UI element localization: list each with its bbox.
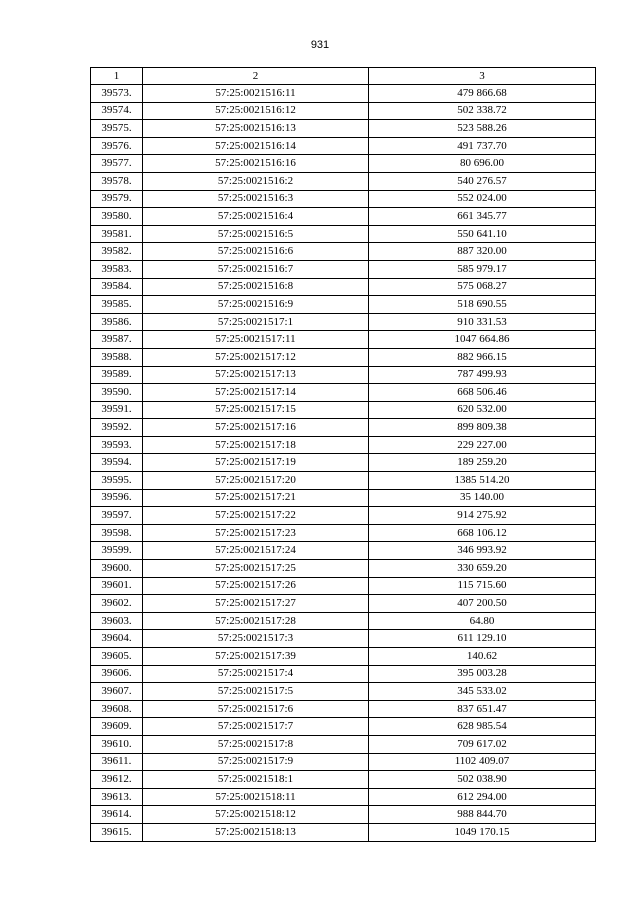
table-row bbox=[91, 683, 596, 701]
row-number-cell: 39601. bbox=[91, 577, 143, 595]
table-row bbox=[91, 806, 596, 824]
value-cell: 330 659.20 bbox=[369, 560, 596, 578]
value-cell: 523 588.26 bbox=[369, 120, 596, 138]
table-row bbox=[91, 771, 596, 789]
cadastral-number-cell: 57:25:0021517:13 bbox=[143, 366, 369, 384]
table-row bbox=[91, 366, 596, 384]
row-number-cell: 39608. bbox=[91, 700, 143, 718]
table-row bbox=[91, 507, 596, 525]
value-cell: 910 331.53 bbox=[369, 313, 596, 331]
row-number-cell: 39593. bbox=[91, 436, 143, 454]
cadastral-number-cell: 57:25:0021517:18 bbox=[143, 436, 369, 454]
value-cell: 620 532.00 bbox=[369, 401, 596, 419]
cadastral-number-cell: 57:25:0021516:9 bbox=[143, 296, 369, 314]
table-row bbox=[91, 102, 596, 120]
table-row bbox=[91, 296, 596, 314]
cadastral-number-cell: 57:25:0021517:3 bbox=[143, 630, 369, 648]
value-cell: 1047 664.86 bbox=[369, 331, 596, 349]
cadastral-number-cell: 57:25:0021517:7 bbox=[143, 718, 369, 736]
table-row bbox=[91, 190, 596, 208]
cadastral-number-cell: 57:25:0021517:8 bbox=[143, 735, 369, 753]
table-row bbox=[91, 260, 596, 278]
cadastral-number-cell: 57:25:0021517:28 bbox=[143, 612, 369, 630]
table-row bbox=[91, 331, 596, 349]
value-cell: 611 129.10 bbox=[369, 630, 596, 648]
table-row bbox=[91, 472, 596, 490]
table-row bbox=[91, 401, 596, 419]
table-row bbox=[91, 612, 596, 630]
cadastral-number-cell: 57:25:0021517:9 bbox=[143, 753, 369, 771]
cadastral-number-cell: 57:25:0021516:13 bbox=[143, 120, 369, 138]
cadastral-number-cell: 57:25:0021516:16 bbox=[143, 155, 369, 173]
cadastral-number-cell: 57:25:0021517:6 bbox=[143, 700, 369, 718]
cadastral-number-cell: 57:25:0021516:12 bbox=[143, 102, 369, 120]
row-number-cell: 39587. bbox=[91, 331, 143, 349]
table-row bbox=[91, 595, 596, 613]
table-row bbox=[91, 560, 596, 578]
table-row bbox=[91, 753, 596, 771]
row-number-cell: 39596. bbox=[91, 489, 143, 507]
value-cell: 1385 514.20 bbox=[369, 472, 596, 490]
value-cell: 552 024.00 bbox=[369, 190, 596, 208]
cadastral-number-cell: 57:25:0021517:11 bbox=[143, 331, 369, 349]
table-row bbox=[91, 137, 596, 155]
value-cell: 668 506.46 bbox=[369, 384, 596, 402]
value-cell: 35 140.00 bbox=[369, 489, 596, 507]
table-row bbox=[91, 120, 596, 138]
value-cell: 346 993.92 bbox=[369, 542, 596, 560]
data-table bbox=[90, 67, 596, 842]
cadastral-number-cell: 57:25:0021516:6 bbox=[143, 243, 369, 261]
row-number-cell: 39603. bbox=[91, 612, 143, 630]
row-number-cell: 39595. bbox=[91, 472, 143, 490]
table-row bbox=[91, 225, 596, 243]
value-cell: 115 715.60 bbox=[369, 577, 596, 595]
table-row bbox=[91, 648, 596, 666]
table-row bbox=[91, 700, 596, 718]
value-cell: 882 966.15 bbox=[369, 348, 596, 366]
row-number-cell: 39574. bbox=[91, 102, 143, 120]
table-row bbox=[91, 718, 596, 736]
value-cell: 345 533.02 bbox=[369, 683, 596, 701]
value-cell: 988 844.70 bbox=[369, 806, 596, 824]
row-number-cell: 39576. bbox=[91, 137, 143, 155]
cadastral-number-cell: 57:25:0021516:5 bbox=[143, 225, 369, 243]
row-number-cell: 39612. bbox=[91, 771, 143, 789]
row-number-cell: 39615. bbox=[91, 823, 143, 841]
row-number-cell: 39614. bbox=[91, 806, 143, 824]
cadastral-number-cell: 57:25:0021516:3 bbox=[143, 190, 369, 208]
table-row bbox=[91, 155, 596, 173]
table-row bbox=[91, 208, 596, 226]
value-cell: 575 068.27 bbox=[369, 278, 596, 296]
value-cell: 668 106.12 bbox=[369, 524, 596, 542]
row-number-cell: 39599. bbox=[91, 542, 143, 560]
cadastral-number-cell: 57:25:0021517:39 bbox=[143, 648, 369, 666]
value-cell: 395 003.28 bbox=[369, 665, 596, 683]
cadastral-number-cell: 57:25:0021517:25 bbox=[143, 560, 369, 578]
cadastral-number-cell: 57:25:0021517:12 bbox=[143, 348, 369, 366]
table-row bbox=[91, 577, 596, 595]
table-row bbox=[91, 313, 596, 331]
row-number-cell: 39606. bbox=[91, 665, 143, 683]
cadastral-number-cell: 57:25:0021517:16 bbox=[143, 419, 369, 437]
row-number-cell: 39591. bbox=[91, 401, 143, 419]
value-cell: 1102 409.07 bbox=[369, 753, 596, 771]
table-row bbox=[91, 665, 596, 683]
cadastral-number-cell: 57:25:0021516:11 bbox=[143, 85, 369, 103]
row-number-cell: 39597. bbox=[91, 507, 143, 525]
cadastral-number-cell: 57:25:0021517:1 bbox=[143, 313, 369, 331]
row-number-cell: 39580. bbox=[91, 208, 143, 226]
row-number-cell: 39611. bbox=[91, 753, 143, 771]
cadastral-number-cell: 57:25:0021517:14 bbox=[143, 384, 369, 402]
value-cell: 628 985.54 bbox=[369, 718, 596, 736]
cadastral-number-cell: 57:25:0021517:19 bbox=[143, 454, 369, 472]
value-cell: 407 200.50 bbox=[369, 595, 596, 613]
cadastral-number-cell: 57:25:0021517:15 bbox=[143, 401, 369, 419]
value-cell: 491 737.70 bbox=[369, 137, 596, 155]
cadastral-number-cell: 57:25:0021516:7 bbox=[143, 260, 369, 278]
cadastral-number-cell: 57:25:0021516:4 bbox=[143, 208, 369, 226]
row-number-cell: 39602. bbox=[91, 595, 143, 613]
cadastral-number-cell: 57:25:0021517:26 bbox=[143, 577, 369, 595]
table-row bbox=[91, 172, 596, 190]
table-header-row bbox=[91, 68, 596, 85]
value-cell: 612 294.00 bbox=[369, 788, 596, 806]
cadastral-number-cell: 57:25:0021518:12 bbox=[143, 806, 369, 824]
row-number-cell: 39586. bbox=[91, 313, 143, 331]
table-row bbox=[91, 419, 596, 437]
value-cell: 189 259.20 bbox=[369, 454, 596, 472]
table-row bbox=[91, 489, 596, 507]
row-number-cell: 39613. bbox=[91, 788, 143, 806]
table-row bbox=[91, 788, 596, 806]
table-row bbox=[91, 524, 596, 542]
cadastral-number-cell: 57:25:0021518:1 bbox=[143, 771, 369, 789]
value-cell: 140.62 bbox=[369, 648, 596, 666]
row-number-cell: 39589. bbox=[91, 366, 143, 384]
column-header-1: 1 bbox=[91, 68, 143, 85]
row-number-cell: 39600. bbox=[91, 560, 143, 578]
cadastral-number-cell: 57:25:0021516:8 bbox=[143, 278, 369, 296]
value-cell: 899 809.38 bbox=[369, 419, 596, 437]
row-number-cell: 39581. bbox=[91, 225, 143, 243]
column-header-2: 2 bbox=[143, 68, 369, 85]
table-row bbox=[91, 278, 596, 296]
cadastral-number-cell: 57:25:0021518:13 bbox=[143, 823, 369, 841]
table-row bbox=[91, 243, 596, 261]
cadastral-number-cell: 57:25:0021517:21 bbox=[143, 489, 369, 507]
value-cell: 661 345.77 bbox=[369, 208, 596, 226]
table-row bbox=[91, 542, 596, 560]
cadastral-number-cell: 57:25:0021517:27 bbox=[143, 595, 369, 613]
value-cell: 709 617.02 bbox=[369, 735, 596, 753]
value-cell: 80 696.00 bbox=[369, 155, 596, 173]
cadastral-number-cell: 57:25:0021517:23 bbox=[143, 524, 369, 542]
row-number-cell: 39605. bbox=[91, 648, 143, 666]
value-cell: 229 227.00 bbox=[369, 436, 596, 454]
table-row bbox=[91, 85, 596, 103]
row-number-cell: 39583. bbox=[91, 260, 143, 278]
row-number-cell: 39607. bbox=[91, 683, 143, 701]
page-number: 931 bbox=[310, 39, 330, 51]
row-number-cell: 39582. bbox=[91, 243, 143, 261]
table-row bbox=[91, 384, 596, 402]
column-header-3: 3 bbox=[369, 68, 596, 85]
row-number-cell: 39579. bbox=[91, 190, 143, 208]
table-row bbox=[91, 348, 596, 366]
row-number-cell: 39585. bbox=[91, 296, 143, 314]
table-row bbox=[91, 735, 596, 753]
row-number-cell: 39590. bbox=[91, 384, 143, 402]
row-number-cell: 39588. bbox=[91, 348, 143, 366]
value-cell: 914 275.92 bbox=[369, 507, 596, 525]
table-row bbox=[91, 454, 596, 472]
table-row bbox=[91, 436, 596, 454]
table-row bbox=[91, 823, 596, 841]
row-number-cell: 39573. bbox=[91, 85, 143, 103]
value-cell: 550 641.10 bbox=[369, 225, 596, 243]
cadastral-number-cell: 57:25:0021517:24 bbox=[143, 542, 369, 560]
cadastral-number-cell: 57:25:0021516:14 bbox=[143, 137, 369, 155]
row-number-cell: 39575. bbox=[91, 120, 143, 138]
cadastral-number-cell: 57:25:0021517:5 bbox=[143, 683, 369, 701]
value-cell: 887 320.00 bbox=[369, 243, 596, 261]
cadastral-number-cell: 57:25:0021517:20 bbox=[143, 472, 369, 490]
cadastral-number-cell: 57:25:0021517:4 bbox=[143, 665, 369, 683]
row-number-cell: 39594. bbox=[91, 454, 143, 472]
cadastral-number-cell: 57:25:0021517:22 bbox=[143, 507, 369, 525]
value-cell: 502 338.72 bbox=[369, 102, 596, 120]
value-cell: 787 499.93 bbox=[369, 366, 596, 384]
value-cell: 64.80 bbox=[369, 612, 596, 630]
cadastral-number-cell: 57:25:0021518:11 bbox=[143, 788, 369, 806]
row-number-cell: 39584. bbox=[91, 278, 143, 296]
value-cell: 540 276.57 bbox=[369, 172, 596, 190]
table-row bbox=[91, 630, 596, 648]
row-number-cell: 39610. bbox=[91, 735, 143, 753]
cadastral-number-cell: 57:25:0021516:2 bbox=[143, 172, 369, 190]
row-number-cell: 39609. bbox=[91, 718, 143, 736]
row-number-cell: 39604. bbox=[91, 630, 143, 648]
row-number-cell: 39598. bbox=[91, 524, 143, 542]
value-cell: 1049 170.15 bbox=[369, 823, 596, 841]
value-cell: 479 866.68 bbox=[369, 85, 596, 103]
value-cell: 585 979.17 bbox=[369, 260, 596, 278]
value-cell: 837 651.47 bbox=[369, 700, 596, 718]
row-number-cell: 39578. bbox=[91, 172, 143, 190]
row-number-cell: 39577. bbox=[91, 155, 143, 173]
value-cell: 502 038.90 bbox=[369, 771, 596, 789]
table-body bbox=[91, 85, 596, 842]
row-number-cell: 39592. bbox=[91, 419, 143, 437]
value-cell: 518 690.55 bbox=[369, 296, 596, 314]
